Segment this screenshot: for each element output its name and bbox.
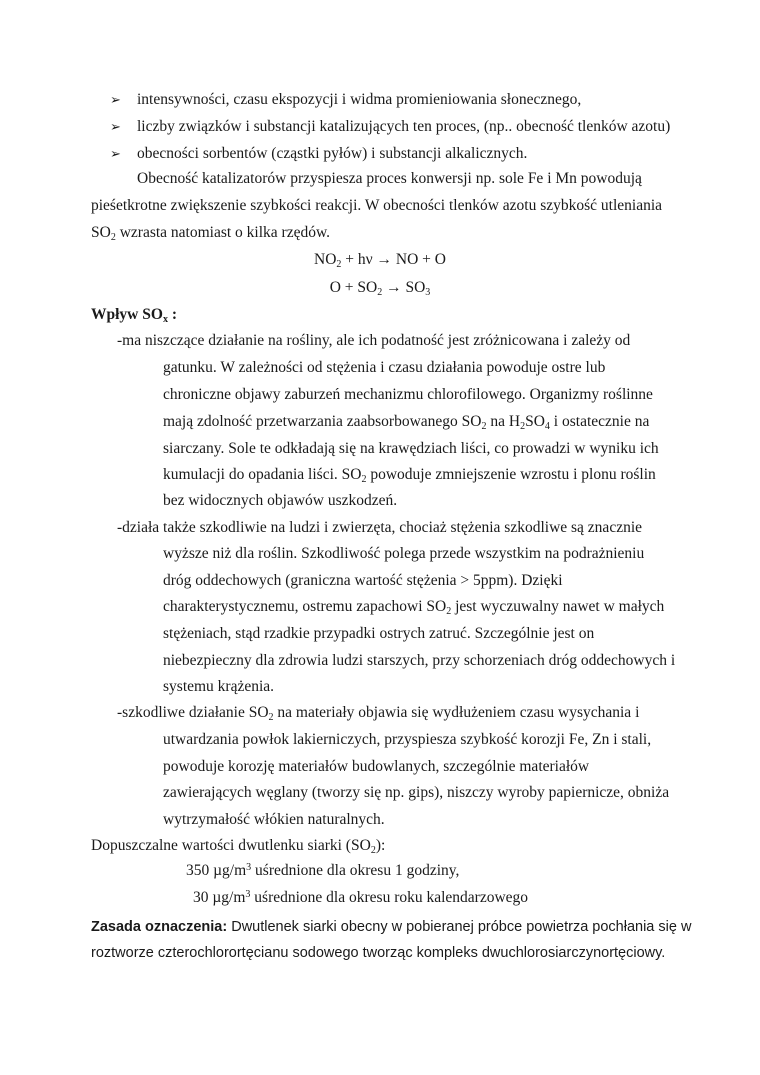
paragraph-line: utwardzania powłok lakierniczych, przyspiesza szybkość korozji Fe, Zn i stali, <box>163 731 652 748</box>
limit-value-yearly: 30 $\mu g/m^3$ uśrednione dla okresu roku kalendarzowego <box>193 889 529 906</box>
limit-value-hourly: 350 $\mu g/m^3$ uśrednione dla okresu 1 godziny, <box>186 862 460 879</box>
bullet-arrow-icon: ➢ <box>110 119 121 134</box>
paragraph-line: dróg oddechowych (graniczna wartość stężenia > 5ppm). Dzięki <box>163 572 563 589</box>
bullet-item: liczby związków i substancji katalizujących ten proces, (np.. obecność tlenków azotu) <box>137 118 671 135</box>
paragraph-line: mają zdolność przetwarzania zaabsorbowanego $SO_2$ na $H_2SO_4$ i ostatecznie na <box>163 413 650 432</box>
paragraph-line: wyższe niż dla roślin. Szkodliwość polega przede wszystkim na podrażnieniu <box>163 545 645 562</box>
paragraph-line: powoduje korozję materiałów budowlanych, szczególnie materiałów <box>163 758 590 775</box>
paragraph-line: niebezpieczny dla zdrowia ludzi starszych, przy schorzeniach dróg oddechowych i <box>163 652 676 669</box>
paragraph-line: chroniczne objawy zaburzeń mechanizmu chlorofilowego. Organizmy roślinne <box>163 386 653 403</box>
bullet-item: intensywności, czasu ekspozycji i widma promieniowania słonecznego, <box>137 91 582 108</box>
bullet-item: obecności sorbentów (cząstki pyłów) i substancji alkalicznych. <box>137 145 528 162</box>
paragraph-line: gatunku. W zależności od stężenia i czasu działania powoduje ostre lub <box>163 359 606 376</box>
principle-label: Zasada oznaczenia: <box>91 919 228 935</box>
reaction-2: $O + SO_2 \to SO_3$ <box>329 279 431 298</box>
paragraph-line: $SO_2$ wzrasta natomiast o kilka rzędów. <box>91 224 331 243</box>
bullet-arrow-icon: ➢ <box>110 146 121 161</box>
paragraph-line: pieśetkrotne zwiększenie szybkości reakcji. W obecności tlenków azotu szybkość utleniania <box>91 197 663 214</box>
paragraph-line: -szkodliwe działanie $SO_2$ na materiały objawia się wydłużeniem czasu wysychania i <box>117 704 640 723</box>
bullet-arrow-icon: ➢ <box>110 92 121 107</box>
section-heading: Wpływ $SO_x$ : <box>91 306 177 325</box>
paragraph-line: -działa także szkodliwie na ludzi i zwierzęta, chociaż stężenia szkodliwe są znacznie <box>117 519 643 536</box>
principle-line: Zasada oznaczenia: Dwutlenek siarki obecny w pobieranej próbce powietrza pochłania się w <box>91 919 692 935</box>
paragraph-line: bez widocznych objawów uszkodzeń. <box>163 492 398 509</box>
paragraph-line: systemu krążenia. <box>163 678 275 695</box>
paragraph-line: stężeniach, stąd rzadkie przypadki ostrych zatruć. Szczególnie jest on <box>163 625 595 642</box>
paragraph-line: zawierających węglany (tworzy się np. gips), niszczy wyroby papiernicze, obniża <box>163 784 670 801</box>
paragraph-line: charakterystycznemu, ostremu zapachowi $SO_2$ jest wyczuwalny nawet w małych <box>163 598 665 617</box>
paragraph-line: siarczany. Sole te odkładają się na krawędziach liści, co prowadzi w wyniku ich <box>163 440 659 457</box>
paragraph-line: Obecność katalizatorów przyspiesza proces konwersji np. sole Fe i Mn powodują <box>137 170 642 187</box>
limits-intro: Dopuszczalne wartości dwutlenku siarki $(SO_2)$: <box>91 837 386 856</box>
paragraph-line: kumulacji do opadania liści. $SO_2$ powoduje zmniejszenie wzrostu i plonu roślin <box>163 466 656 485</box>
paragraph-line: wytrzymałość włókien naturalnych. <box>163 811 385 828</box>
principle-line: roztworze czterochlorortęcianu sodowego tworząc kompleks dwuchlorosiarczynortęciowy. <box>91 945 666 961</box>
reaction-1: $NO_2 + h\nu$ → NO + O <box>314 251 446 270</box>
paragraph-line: -ma niszczące działanie na rośliny, ale ich podatność jest zróżnicowana i zależy od <box>117 332 631 349</box>
